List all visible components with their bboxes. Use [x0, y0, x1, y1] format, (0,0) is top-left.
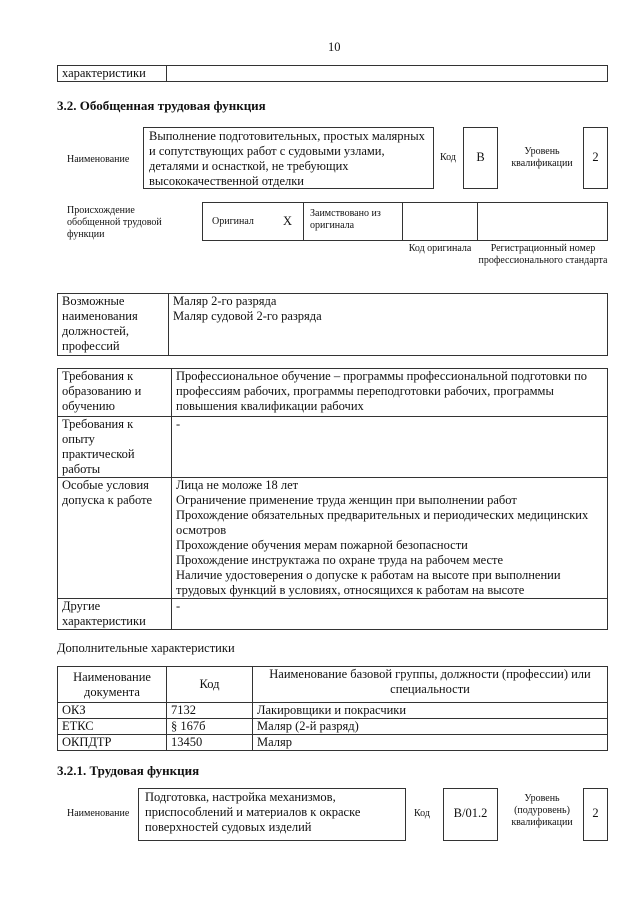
section-title: 3.2. Обобщенная трудовая функция	[57, 98, 266, 113]
page-number: 10	[328, 40, 341, 54]
requirement-label: Особые условия допуска к работе	[58, 478, 172, 599]
cell-code: § 167б	[167, 719, 253, 735]
code-value: B	[463, 127, 498, 189]
origin-label: Происхождение обобщенной трудовой функции	[67, 205, 162, 240]
reg-number-cell	[477, 202, 608, 241]
borrowed-label: Заимствовано из оригинала	[303, 202, 403, 241]
sub-code-value: B/01.2	[443, 788, 498, 841]
additional-title: Дополнительные характеристики	[57, 641, 235, 655]
requirement-line: Прохождение инструктажа по охране труда на рабочем месте	[176, 553, 504, 567]
requirement-line: Ограничение применение труда женщин при выполнении работ	[176, 493, 517, 507]
cell-doc: ОКПДТР	[58, 735, 167, 751]
table-row	[58, 719, 608, 735]
top-row-label: характеристики	[58, 66, 167, 82]
original-mark: X	[283, 214, 293, 228]
reg-number-caption: Регистрационный номер профессионального стандарта	[478, 243, 608, 266]
cell-name: Маляр	[253, 735, 608, 751]
cell-name: Лакировщики и покрасчики	[253, 703, 608, 719]
cell-name: Маляр (2-й разряд)	[253, 719, 608, 735]
original-label: Оригинал	[212, 216, 254, 227]
positions-values	[169, 294, 608, 356]
subsection-title: 3.2.1. Трудовая функция	[57, 763, 200, 778]
requirement-label: Другие характеристики	[58, 599, 172, 630]
sub-code-label: Код	[414, 808, 430, 819]
cell-doc: ЕТКС	[58, 719, 167, 735]
cell-doc: ОКЗ	[58, 703, 167, 719]
requirement-line: Прохождение обязательных предварительных и периодических медицинских осмотров	[176, 508, 589, 537]
top-row-value	[167, 66, 608, 82]
requirement-value: Профессиональное обучение – программы профессиональной подготовки по профессиям рабочих, программы переподготовки рабочих, программы повышения квалификации рабочих	[172, 369, 608, 417]
column-header: Наименование документа	[58, 667, 167, 703]
table-row	[58, 735, 608, 751]
additional-table	[57, 666, 608, 751]
name-value: Выполнение подготовительных, простых малярных и сопутствующих работ с судовыми узлами, деталями и оснасткой, не требующих высококачественной отделки	[143, 127, 434, 189]
requirement-line: Наличие удостоверения о допуске к работам на высоте при выполнении трудовых функций в условиях, относящихся к работам на высоте	[176, 568, 561, 597]
requirement-line: Лица не моложе 18 лет	[176, 478, 299, 492]
position-item: Маляр судовой 2-го разряда	[173, 309, 322, 323]
requirement-label: Требования к опыту практической работы	[58, 417, 172, 478]
sub-level-label: Уровень (подуровень) квалификации	[511, 793, 573, 828]
column-header: Наименование базовой группы, должности (профессии) или специальности	[253, 667, 608, 703]
requirement-value	[172, 478, 608, 599]
level-label: Уровень квалификации	[511, 146, 573, 169]
code-label: Код	[440, 152, 456, 163]
requirement-line: Прохождение обучения мерам пожарной безопасности	[176, 538, 468, 552]
positions-label: Возможные наименования должностей, профессий	[58, 294, 169, 356]
sub-name-label: Наименование	[67, 808, 130, 819]
requirement-value: -	[172, 599, 608, 630]
sub-name-value: Подготовка, настройка механизмов, приспособлений и материалов к окраске поверхностей судовых изделий	[138, 788, 406, 841]
name-label: Наименование	[67, 154, 130, 165]
table-row	[58, 703, 608, 719]
original-cell	[202, 202, 304, 241]
sub-level-value: 2	[583, 788, 608, 841]
positions-table	[57, 293, 608, 356]
position-item: Маляр 2-го разряда	[173, 294, 277, 308]
requirement-value: -	[172, 417, 608, 478]
top-row-table	[57, 65, 608, 82]
level-value: 2	[583, 127, 608, 189]
requirements-table	[57, 368, 608, 630]
column-header: Код	[167, 667, 253, 703]
cell-code: 13450	[167, 735, 253, 751]
requirement-label: Требования к образованию и обучению	[58, 369, 172, 417]
cell-code: 7132	[167, 703, 253, 719]
origin-code-cell	[402, 202, 478, 241]
origin-code-caption: Код оригинала	[408, 243, 472, 254]
